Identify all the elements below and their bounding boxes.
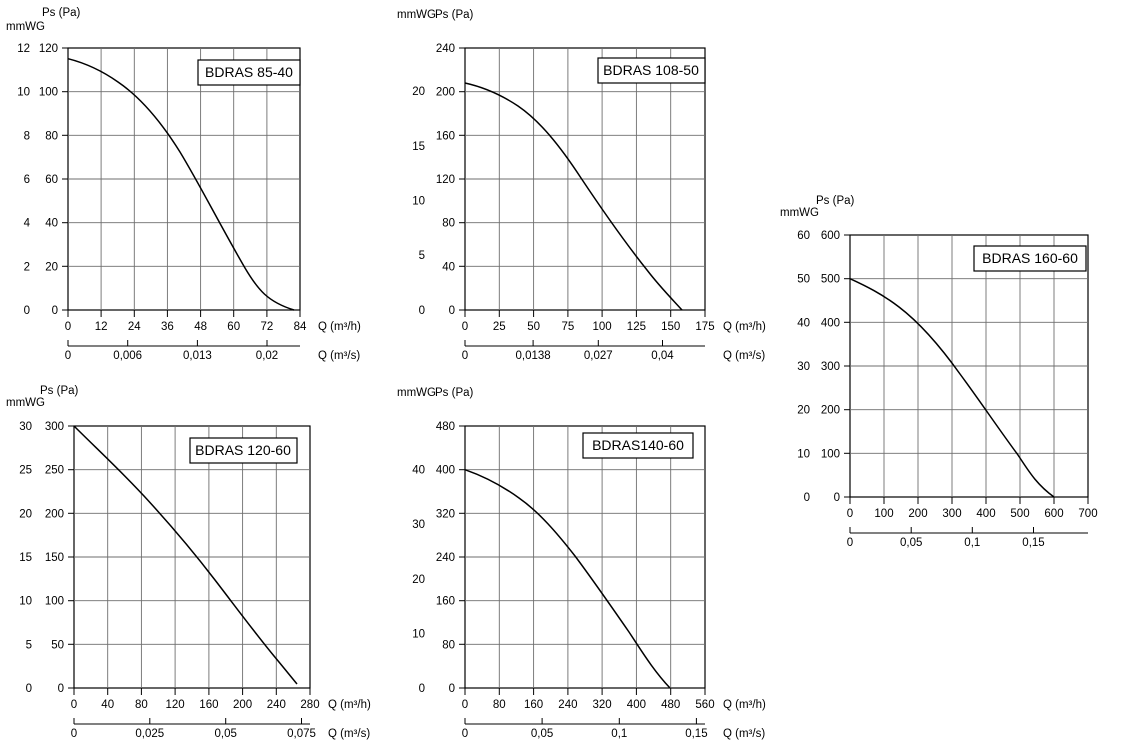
x-axis-title: Q (m³/h) [318,321,361,333]
x-tick-label: 0 [846,508,854,520]
y2-axis-ticks [797,230,810,504]
x-tick-label: 36 [161,321,174,333]
series-label: BDRAS 108-50 [603,62,699,78]
x-tick-label: 40 [101,699,115,711]
x2-tick-label: 0 [461,728,469,740]
y2-tick-label: 10 [17,86,30,99]
y-tick-label: 400 [435,464,455,477]
left-unit-label: mmWG [6,21,45,33]
inner-unit-label: Ps (Pa) [816,195,855,207]
data-curve [68,59,294,310]
y-axis-ticks [45,421,74,695]
y-tick-label: 300 [44,421,64,433]
x2-tick-label: 0,027 [583,350,613,362]
x-tick-label: 480 [661,699,681,711]
x-tick-label: 75 [561,321,575,333]
inner-unit-label: Ps (Pa) [42,7,81,19]
y-tick-label: 80 [45,130,58,143]
y-tick-label: 160 [435,595,455,608]
x2-axis-title: Q (m³/s) [723,728,766,740]
x2-axis [462,718,766,740]
x-axis-ticks [462,310,766,333]
left-unit-label: mmWG [397,387,436,399]
y-tick-label: 200 [44,508,64,521]
chart-bdras-120-60 [0,378,370,748]
x-tick-label: 100 [874,508,894,520]
y2-tick-label: 10 [19,595,32,608]
series-label: BDRAS 120-60 [195,442,291,458]
series-label: BDRAS 85-40 [205,64,293,80]
y2-tick-label: 15 [412,140,425,153]
x-tick-label: 84 [293,321,307,333]
x2-tick-label: 0 [846,537,854,549]
inner-unit-label: Ps (Pa) [435,387,474,399]
x-tick-label: 120 [165,699,185,711]
y-tick-label: 0 [833,492,840,504]
x-tick-label: 240 [266,699,286,711]
y-tick-label: 200 [820,404,840,417]
horizontal-gridlines [850,279,1088,454]
x-tick-label: 0 [461,699,469,711]
y-tick-label: 160 [435,130,455,143]
x2-tick-label: 0,025 [135,728,165,740]
y2-tick-label: 0 [23,305,30,317]
horizontal-gridlines [465,92,705,267]
x-axis-title: Q (m³/h) [328,699,371,711]
left-unit-label: mmWG [6,397,45,409]
y-tick-label: 240 [435,43,455,55]
y2-tick-label: 20 [412,86,425,99]
inner-unit-label: Ps (Pa) [435,9,474,21]
x-tick-label: 560 [695,699,715,711]
x2-axis-title: Q (m³/s) [328,728,371,740]
x-tick-label: 320 [592,699,612,711]
x2-tick-label: 0,1 [611,728,628,740]
y-tick-label: 100 [44,595,64,608]
y-tick-label: 40 [442,261,455,274]
y-axis-ticks [39,43,68,317]
chart-svg-bdras-108-50 [385,0,766,365]
y2-tick-label: 0 [25,683,32,695]
y-tick-label: 600 [820,230,840,242]
x2-axis [462,340,766,362]
y-tick-label: 120 [435,174,455,186]
y2-tick-label: 20 [412,573,425,586]
x2-tick-label: 0,05 [530,728,554,740]
series-label: BDRAS 160-60 [982,250,1078,266]
y-tick-label: 0 [51,305,58,317]
x2-tick-label: 0 [64,350,72,362]
x-tick-label: 175 [695,321,715,333]
x2-tick-label: 0 [70,728,78,740]
x2-tick-label: 0,04 [651,350,674,362]
chart-bdras-85-40 [0,0,360,365]
y-tick-label: 300 [820,361,840,373]
y2-tick-label: 10 [797,448,810,461]
x-tick-label: 160 [199,699,219,711]
y2-tick-label: 5 [418,250,425,262]
x-axis-ticks [847,497,1098,520]
y2-axis-ticks [17,43,30,317]
y-tick-label: 240 [435,552,455,564]
x-tick-label: 0 [64,321,72,333]
x-tick-label: 0 [461,321,469,333]
y-tick-label: 20 [45,261,58,274]
y2-tick-label: 40 [412,464,425,477]
y2-axis-ticks [412,465,425,695]
x2-tick-label: 0,05 [900,537,923,549]
x-tick-label: 200 [908,508,928,520]
y-tick-label: 40 [45,217,58,230]
x-tick-label: 12 [94,321,108,333]
y-tick-label: 60 [45,174,58,186]
x2-tick-label: 0,05 [214,728,237,740]
y2-tick-label: 60 [797,230,810,242]
series-label-box [198,60,300,85]
x2-tick-label: 0,0138 [515,350,551,362]
y2-tick-label: 5 [25,639,32,652]
chart-bdras-160-60 [770,190,1124,560]
y2-tick-label: 10 [412,195,425,208]
y2-tick-label: 50 [797,273,810,286]
horizontal-gridlines [68,92,300,267]
x-tick-label: 240 [558,699,578,711]
y2-axis-ticks [19,421,32,695]
x-tick-label: 150 [661,321,681,333]
x-tick-label: 0 [70,699,78,711]
y2-tick-label: 20 [797,404,810,417]
x-tick-label: 280 [300,699,320,711]
y-tick-label: 400 [820,317,840,330]
x-tick-label: 200 [233,699,253,711]
chart-svg-bdras-120-60 [0,378,370,748]
x2-tick-label: 0,075 [287,728,316,740]
x-tick-label: 125 [626,321,646,333]
x2-axis-title: Q (m³/s) [723,350,766,362]
y2-tick-label: 8 [23,130,30,143]
x2-axis-title: Q (m³/s) [318,350,361,362]
series-label-box [190,438,297,463]
left-unit-label: mmWG [397,9,436,21]
x-tick-label: 600 [1044,508,1064,520]
series-label: BDRAS140-60 [592,437,684,453]
x2-tick-label: 0,1 [964,537,981,549]
y2-tick-label: 0 [418,683,425,695]
y2-tick-label: 2 [23,261,30,274]
chart-svg-bdras-160-60 [770,190,1124,560]
horizontal-gridlines [74,470,310,645]
x-tick-label: 400 [626,699,646,711]
y-tick-label: 100 [38,86,58,99]
x-axis-ticks [65,310,361,333]
y-tick-label: 0 [448,683,455,695]
x2-tick-label: 0 [461,350,469,362]
x-axis-ticks [462,688,766,711]
y2-tick-label: 6 [23,174,30,186]
x-tick-label: 300 [942,508,962,520]
x-tick-label: 80 [135,699,148,711]
chart-bdras140-60 [385,378,766,748]
series-label-box [974,246,1086,271]
chart-svg-bdras140-60 [385,378,766,748]
x-axis-title: Q (m³/h) [723,321,766,333]
x2-axis [65,340,361,362]
series-label-box [598,58,705,83]
x2-tick-label: 0,15 [685,728,708,740]
series-label-box [583,433,693,458]
x-tick-label: 24 [127,321,141,333]
y-tick-label: 100 [820,448,840,461]
y-tick-label: 120 [38,43,58,55]
y2-tick-label: 0 [803,492,810,504]
y2-tick-label: 15 [19,552,32,564]
y-tick-label: 80 [442,217,455,230]
x2-tick-label: 0,02 [255,350,279,362]
x-tick-label: 72 [260,321,274,333]
x2-tick-label: 0,006 [113,350,143,362]
left-unit-label: mmWG [780,207,819,219]
x-tick-label: 400 [976,508,996,520]
y-axis-ticks [821,230,850,504]
y2-tick-label: 0 [418,305,425,317]
y2-axis-ticks [412,86,425,317]
y-tick-label: 320 [435,508,455,521]
y2-tick-label: 30 [797,361,810,373]
y-tick-label: 200 [435,86,455,99]
y-tick-label: 150 [44,552,64,564]
x-tick-label: 48 [194,321,207,333]
y2-tick-label: 12 [17,43,30,55]
y2-tick-label: 25 [19,464,32,477]
x-axis-title: Q (m³/h) [723,699,766,711]
x2-tick-label: 0,15 [1022,537,1045,549]
x-tick-label: 100 [592,321,612,333]
y2-tick-label: 30 [19,421,32,433]
y2-tick-label: 4 [23,217,30,230]
y2-tick-label: 10 [412,628,425,641]
x2-axis [71,718,371,740]
y-tick-label: 480 [435,421,455,433]
chart-svg-bdras-85-40 [0,0,360,365]
y2-tick-label: 40 [797,317,810,330]
x-tick-label: 60 [227,321,241,333]
y-axis-ticks [436,421,465,695]
y-tick-label: 500 [820,273,840,286]
x-tick-label: 700 [1078,508,1098,520]
x-tick-label: 160 [524,699,544,711]
y-axis-ticks [436,43,465,317]
y-tick-label: 80 [442,639,455,652]
y-tick-label: 0 [448,305,455,317]
horizontal-gridlines [465,470,705,645]
y2-tick-label: 30 [412,519,425,532]
y2-tick-label: 20 [19,508,32,521]
x-tick-label: 80 [492,699,506,711]
y-tick-label: 250 [44,464,64,477]
x-tick-label: 25 [492,321,506,333]
x2-tick-label: 0,013 [183,350,212,362]
y-tick-label: 0 [57,683,64,695]
y-tick-label: 50 [51,639,64,652]
inner-unit-label: Ps (Pa) [40,385,79,397]
x2-axis [847,527,1088,549]
x-tick-label: 50 [527,321,540,333]
x-axis-ticks [71,688,371,711]
x-tick-label: 500 [1010,508,1030,520]
chart-bdras-108-50 [385,0,766,365]
data-curve [465,83,682,310]
